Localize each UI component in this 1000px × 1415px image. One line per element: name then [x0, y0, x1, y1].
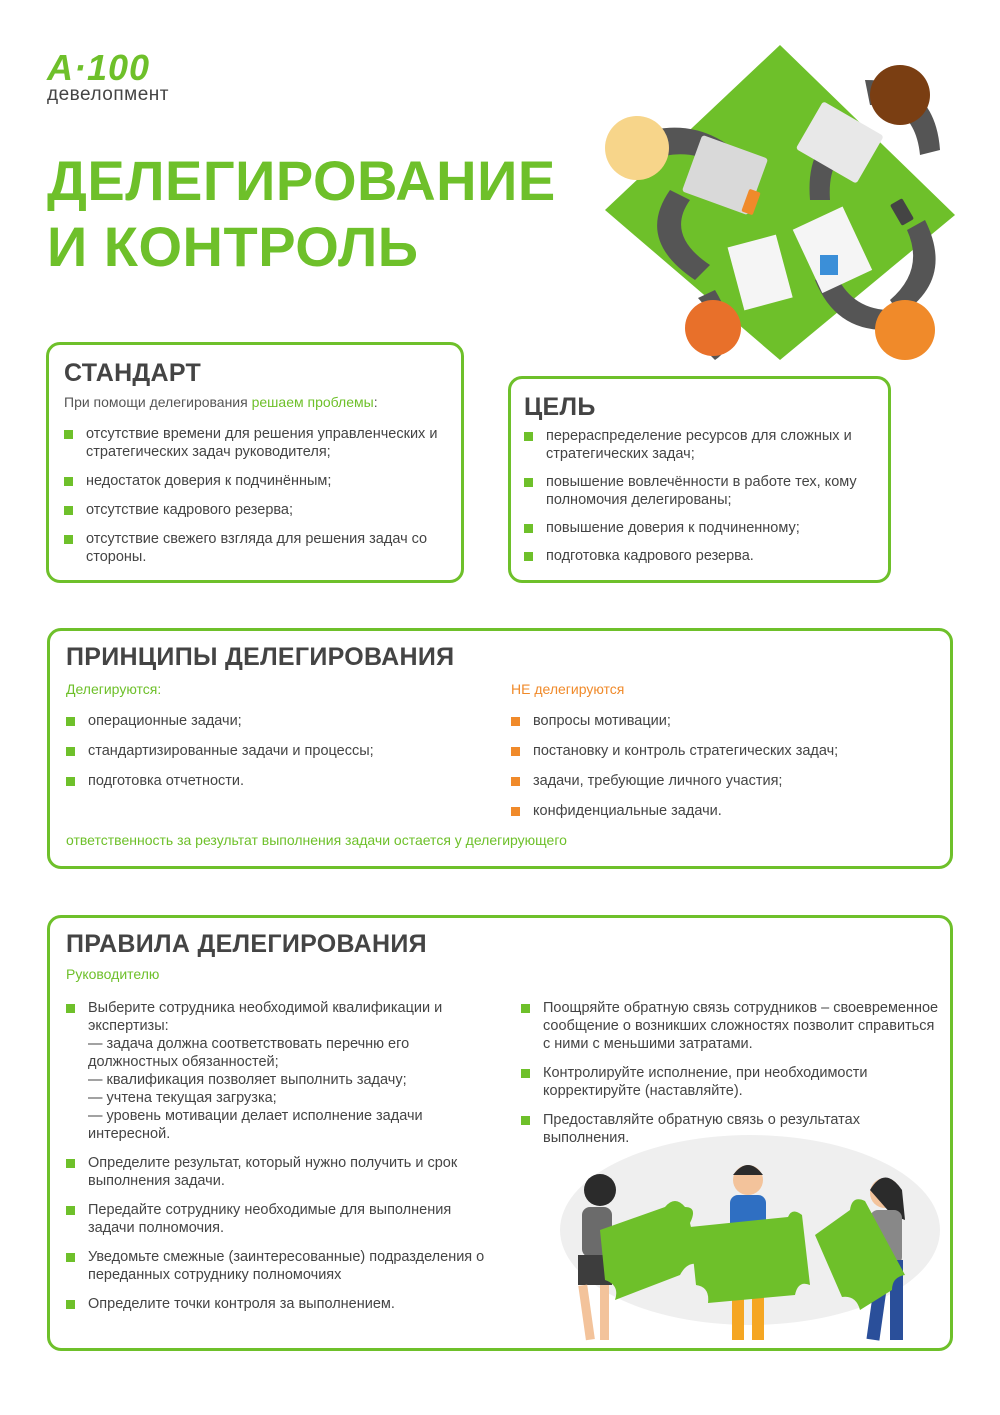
list-item-text: повышение вовлечённости в работе тех, кому полномочия делегированы; [546, 474, 857, 508]
bullet-square-icon [64, 477, 73, 486]
list-sub-line: — квалификация позволяет выполнить задачу; [88, 1072, 407, 1088]
list-item-text: операционные задачи; [88, 713, 242, 729]
bullet-square-icon [64, 430, 73, 439]
list-item [64, 472, 454, 490]
standard-intro-suffix: : [373, 394, 378, 410]
page-title-line-2: И КОНТРОЛЬ [47, 215, 419, 278]
list-item-text: Определите результат, который нужно получить и срок выполнения задачи. [88, 1155, 458, 1189]
list-item [511, 712, 941, 730]
rules-title: ПРАВИЛА ДЕЛЕГИРОВАНИЯ [66, 930, 427, 958]
list-item-text: Предоставляйте обратную связь о результатах выполнения. [543, 1112, 860, 1146]
standard-list [64, 425, 454, 577]
list-item-text: Контролируйте исполнение, при необходимости корректируйте (наставляйте). [543, 1065, 868, 1099]
not-delegated-list [511, 712, 941, 832]
list-item [66, 742, 486, 760]
list-item [64, 425, 454, 461]
standard-intro [64, 394, 378, 410]
list-item-text: перераспределение ресурсов для сложных и стратегических задач; [546, 428, 852, 462]
list-item-text: повышение доверия к подчиненному; [546, 520, 800, 536]
bullet-square-icon [524, 552, 533, 561]
list-item [521, 1064, 941, 1100]
list-item-text: Поощряйте обратную связь сотрудников – своевременное сообщение о возникших сложностях позволит справиться с ними с меньшими затратами. [543, 1000, 939, 1052]
standard-card [46, 342, 464, 583]
bullet-square-icon [524, 432, 533, 441]
bullet-square-icon [521, 1116, 530, 1125]
bullet-square-icon [66, 747, 75, 756]
rules-left-list [66, 999, 486, 1324]
bullet-square-icon [66, 1253, 75, 1262]
list-item-text: Определите точки контроля за выполнением. [88, 1296, 395, 1312]
bullet-square-icon [521, 1069, 530, 1078]
list-sub-line: — уровень мотивации делает исполнение задачи интересной. [88, 1108, 423, 1142]
list-item [66, 1295, 486, 1313]
page-title [47, 148, 556, 280]
company-logo [47, 47, 169, 106]
list-item-text: недостаток доверия к подчинённым; [86, 473, 332, 489]
list-item [66, 772, 486, 790]
list-item-text: подготовка кадрового резерва. [546, 548, 754, 564]
team-puzzle-illustration [520, 1135, 945, 1355]
goal-list [524, 427, 884, 575]
list-item-text: Передайте сотруднику необходимые для выполнения задачи полномочия. [88, 1202, 452, 1236]
bullet-square-icon [511, 747, 520, 756]
list-item [511, 772, 941, 790]
standard-intro-prefix: При помощи делегирования [64, 394, 252, 410]
bullet-square-icon [66, 1004, 75, 1013]
standard-title: СТАНДАРТ [64, 359, 202, 387]
bullet-square-icon [66, 1159, 75, 1168]
list-item [524, 427, 884, 463]
logo-mark: A·100 [47, 47, 151, 88]
bullet-square-icon [521, 1004, 530, 1013]
bullet-square-icon [524, 524, 533, 533]
goal-title: ЦЕЛЬ [524, 393, 596, 421]
list-item-text: конфиденциальные задачи. [533, 803, 722, 819]
delegated-heading: Делегируются: [66, 681, 162, 697]
list-item [64, 501, 454, 519]
list-item-text: постановку и контроль стратегических задач; [533, 743, 839, 759]
goal-card [508, 376, 891, 583]
list-item [521, 999, 941, 1053]
logo-subtitle: девелопмент [47, 84, 169, 105]
list-sub-line: — учтена текущая загрузка; [88, 1090, 277, 1106]
bullet-square-icon [66, 777, 75, 786]
list-item [524, 473, 884, 509]
list-item-text: вопросы мотивации; [533, 713, 671, 729]
list-item [66, 712, 486, 730]
bullet-square-icon [64, 506, 73, 515]
principles-card [47, 628, 953, 869]
bullet-square-icon [66, 717, 75, 726]
list-item-text: отсутствие свежего взгляда для решения задач со стороны. [86, 531, 428, 565]
bullet-square-icon [66, 1300, 75, 1309]
bullet-square-icon [524, 478, 533, 487]
list-item [66, 999, 486, 1143]
list-item-text: стандартизированные задачи и процессы; [88, 743, 374, 759]
standard-intro-highlight: решаем проблемы [251, 394, 374, 410]
team-meeting-illustration [595, 40, 965, 370]
responsibility-note: ответственность за результат выполнения задачи остается у делегирующего [66, 832, 567, 848]
list-item-text: отсутствие кадрового резерва; [86, 502, 294, 518]
list-item [524, 519, 884, 537]
bullet-square-icon [64, 535, 73, 544]
list-item [64, 530, 454, 566]
list-item [511, 742, 941, 760]
bullet-square-icon [511, 717, 520, 726]
not-delegated-heading: НЕ делегируются [511, 681, 625, 697]
list-item [66, 1201, 486, 1237]
bullet-square-icon [511, 807, 520, 816]
principles-title: ПРИНЦИПЫ ДЕЛЕГИРОВАНИЯ [66, 643, 455, 671]
list-sub-line: — задача должна соответствовать перечню его должностных обязанностей; [88, 1036, 410, 1070]
delegated-list [66, 712, 486, 802]
list-item-text: отсутствие времени для решения управленческих и стратегических задач руководителя; [86, 426, 438, 460]
list-item-text: подготовка отчетности. [88, 773, 245, 789]
list-item [66, 1248, 486, 1284]
list-item [511, 802, 941, 820]
list-item [66, 1154, 486, 1190]
rules-subtitle: Руководителю [66, 966, 160, 982]
list-item [524, 547, 884, 565]
list-item-text: Уведомьте смежные (заинтересованные) подразделения о переданных сотруднику полномочиях [88, 1249, 485, 1283]
list-item-text: задачи, требующие личного участия; [533, 773, 783, 789]
bullet-square-icon [66, 1206, 75, 1215]
bullet-square-icon [511, 777, 520, 786]
list-item-text: Выберите сотрудника необходимой квалификации и экспертизы: [88, 1000, 443, 1034]
page-title-line-1: ДЕЛЕГИРОВАНИЕ [47, 149, 556, 212]
